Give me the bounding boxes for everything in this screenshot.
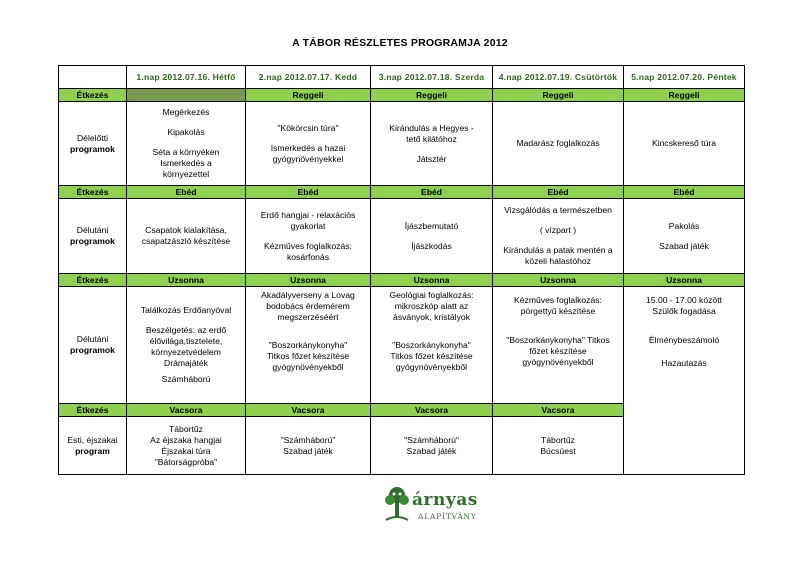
program-item: Tábortűz [169, 423, 203, 434]
meal-cell: Ebéd [127, 186, 246, 199]
cell-afternoon1-d2 [246, 199, 371, 274]
cell-evening-d2 [246, 417, 371, 475]
program-item: Vizsgálódás a természetben [504, 205, 612, 215]
program-item: közeli halastóhoz [525, 256, 591, 266]
afternoon2-row [59, 287, 745, 404]
cell-evening-d3 [371, 417, 493, 475]
program-item: Beszélgetés: az erdő [145, 325, 227, 335]
program-item: Az éjszaka hangjai [150, 434, 222, 445]
meal-cell: Vacsora [493, 404, 624, 417]
day-header-3: 3.nap 2012.07.18. Szerda [371, 66, 493, 89]
cell-afternoon1-d4 [493, 199, 624, 274]
program-item: gyógynövényekkel [272, 153, 344, 164]
cell-morning-d2 [246, 102, 371, 186]
row-label-text: Esti, éjszakai [67, 434, 118, 445]
program-item: Pakolás [668, 220, 700, 231]
program-item: tető kilátóhoz [406, 133, 457, 144]
tree-logo-icon [382, 484, 412, 524]
foundation-logo [382, 484, 492, 526]
program-item: Kirándulás a patak mentén a [503, 245, 613, 255]
meal-cell: Ebéd [371, 186, 493, 199]
program-item: Tábortűz [541, 434, 575, 445]
program-item: Megérkezés [162, 107, 210, 117]
program-item: Találkozás Erdőanyóval [140, 305, 232, 315]
program-item: Erdő hangjai - relaxációs [260, 209, 356, 220]
program-item: Búcsúest [540, 445, 576, 456]
day-header-5: 5.nap 2012.07.20. Péntek [624, 66, 745, 89]
logo-subtitle: ALAPÍTVÁNY [418, 512, 477, 521]
cell-afternoon1-d1 [127, 199, 246, 274]
program-item: Élménybeszámoló [648, 335, 720, 345]
program-item: 15.00 - 17.00 között [646, 295, 722, 305]
program-item: Éjszakai túra [161, 445, 211, 456]
program-item: gyógynövényekből [395, 362, 468, 372]
corner-cell [59, 66, 127, 89]
meal-row-lunch [59, 186, 745, 199]
program-item: Szülők fogadása [652, 306, 716, 316]
program-item: Kézműves foglalkozás: [514, 295, 602, 305]
cell-afternoon2-d1 [127, 287, 246, 404]
program-item: "Boszorkánykonyha" Titkos [506, 335, 610, 345]
program-item: környezetvédelem [151, 347, 221, 357]
day-header-row [59, 66, 745, 89]
page-title: A TÁBOR RÉSZLETES PROGRAMJA 2012 [292, 37, 508, 49]
program-item: "Boszorkánykonyha" [392, 340, 471, 350]
cell-afternoon2-d5 [624, 287, 745, 475]
program-item: "Boszorkánykonyha" [268, 340, 348, 350]
program-item: Játsztér [416, 153, 447, 164]
program-item: Drámajáték [164, 358, 208, 368]
program-item: környezettel [162, 169, 210, 179]
program-item: Íjászbemutató [404, 220, 459, 231]
program-item: gyógynövényekből [522, 357, 594, 367]
row-label-text: Délelőtti [76, 132, 109, 143]
row-label-text: programok [70, 143, 115, 154]
program-item: Szabad játék [659, 240, 709, 251]
meal-cell: Vacsora [371, 404, 493, 417]
meal-cell: Uzsonna [246, 274, 371, 287]
cell-afternoon2-d2 [246, 287, 371, 404]
meal-label: Étkezés [59, 186, 127, 199]
program-item: "Kökörcsin túra" [277, 122, 339, 133]
meal-cell: Uzsonna [624, 274, 745, 287]
cell-evening-d1 [127, 417, 246, 475]
program-item: Kézműves foglalkozás: [264, 240, 352, 251]
program-item: pörgettyű készítése [520, 306, 596, 316]
cell-morning-d3 [371, 102, 493, 186]
meal-cell-empty [127, 89, 246, 102]
row-label-afternoon2 [59, 287, 127, 404]
program-item: Akadályverseny a Lovag [261, 290, 355, 300]
meal-label: Étkezés [59, 274, 127, 287]
row-label-text: Délutáni [76, 334, 109, 344]
program-item: Kirándulás a Hegyes - [389, 122, 474, 133]
program-item: kosárfonás [286, 251, 330, 262]
program-table [58, 65, 745, 475]
cell-afternoon1-d5 [624, 199, 745, 274]
afternoon1-row [59, 199, 745, 274]
logo-name: árnyas [412, 490, 478, 510]
program-item: Geológiai foglalkozás: [389, 290, 474, 300]
program-item: Szabad játék [283, 445, 333, 456]
row-label-evening [59, 417, 127, 475]
program-item: Madarász foglalkozás [516, 138, 600, 148]
row-label-text: Délutáni [76, 225, 109, 235]
program-item: "Számháború" [280, 434, 336, 445]
meal-label: Étkezés [59, 404, 127, 417]
row-label-text: programok [70, 345, 115, 355]
meal-cell: Uzsonna [371, 274, 493, 287]
meal-cell: Vacsora [246, 404, 371, 417]
meal-cell: Reggeli [493, 89, 624, 102]
cell-afternoon2-d4 [493, 287, 624, 404]
meal-label: Étkezés [59, 89, 127, 102]
meal-cell: Ebéd [493, 186, 624, 199]
program-item: Szabad játék [406, 445, 457, 456]
cell-evening-d4 [493, 417, 624, 475]
meal-cell: Reggeli [246, 89, 371, 102]
program-item: Titkos főzet készítése [390, 351, 473, 361]
meal-cell: Uzsonna [127, 274, 246, 287]
program-item: Csapatok kialakítása, [145, 225, 227, 235]
meal-row-snack [59, 274, 745, 287]
program-item: megszerzéséért [277, 312, 339, 322]
program-item: Kincskereső túra [651, 138, 716, 148]
morning-row [59, 102, 745, 186]
meal-cell: Vacsora [127, 404, 246, 417]
meal-cell: Reggeli [624, 89, 745, 102]
program-item: gyógynövényekből [272, 362, 344, 372]
program-item: bodobács érdemérem [266, 301, 350, 311]
program-item: Hazautazás [661, 358, 707, 368]
program-item: ( vízpart ) [539, 225, 577, 235]
program-item: mikroszkóp alatt az [394, 301, 469, 311]
day-header-2: 2.nap 2012.07.17. Kedd [246, 66, 371, 89]
program-item: Séta a környéken [152, 147, 220, 157]
program-item: Ismerkedés a [160, 158, 212, 168]
program-item: Íjászkodás [411, 240, 452, 251]
program-item: ásványok, kristályok [393, 312, 470, 322]
day-header-1: 1.nap 2012.07.16. Hétfő [127, 66, 246, 89]
program-item: főzet készítése [529, 346, 587, 356]
meal-cell: Ebéd [246, 186, 371, 199]
meal-cell: Uzsonna [493, 274, 624, 287]
program-item: csapatzászló készítése [141, 236, 231, 246]
program-item: Ismerkedés a hazai [270, 142, 346, 153]
row-label-morning [59, 102, 127, 186]
day-header-4: 4.nap 2012.07.19. Csütörtök [493, 66, 624, 89]
program-item: élővilága,tisztelete, [149, 336, 223, 346]
cell-afternoon1-d3 [371, 199, 493, 274]
cell-morning-d1 [127, 102, 246, 186]
row-label-text: programok [70, 236, 115, 246]
program-item: "Bátorságpróba" [154, 456, 218, 467]
row-label-text: program [75, 445, 110, 456]
program-item: Számháború [161, 374, 211, 384]
row-label-afternoon1 [59, 199, 127, 274]
cell-afternoon2-d3 [371, 287, 493, 404]
cell-morning-d5 [624, 102, 745, 186]
cell-morning-d4 [493, 102, 624, 186]
meal-row-breakfast [59, 89, 745, 102]
meal-cell: Ebéd [624, 186, 745, 199]
program-item: "Számháború" [404, 434, 459, 445]
program-item: Titkos főzet készítése [266, 351, 350, 361]
program-item: gyakorlat [290, 220, 326, 231]
program-item: Kipakolás [167, 127, 205, 137]
meal-cell: Reggeli [371, 89, 493, 102]
